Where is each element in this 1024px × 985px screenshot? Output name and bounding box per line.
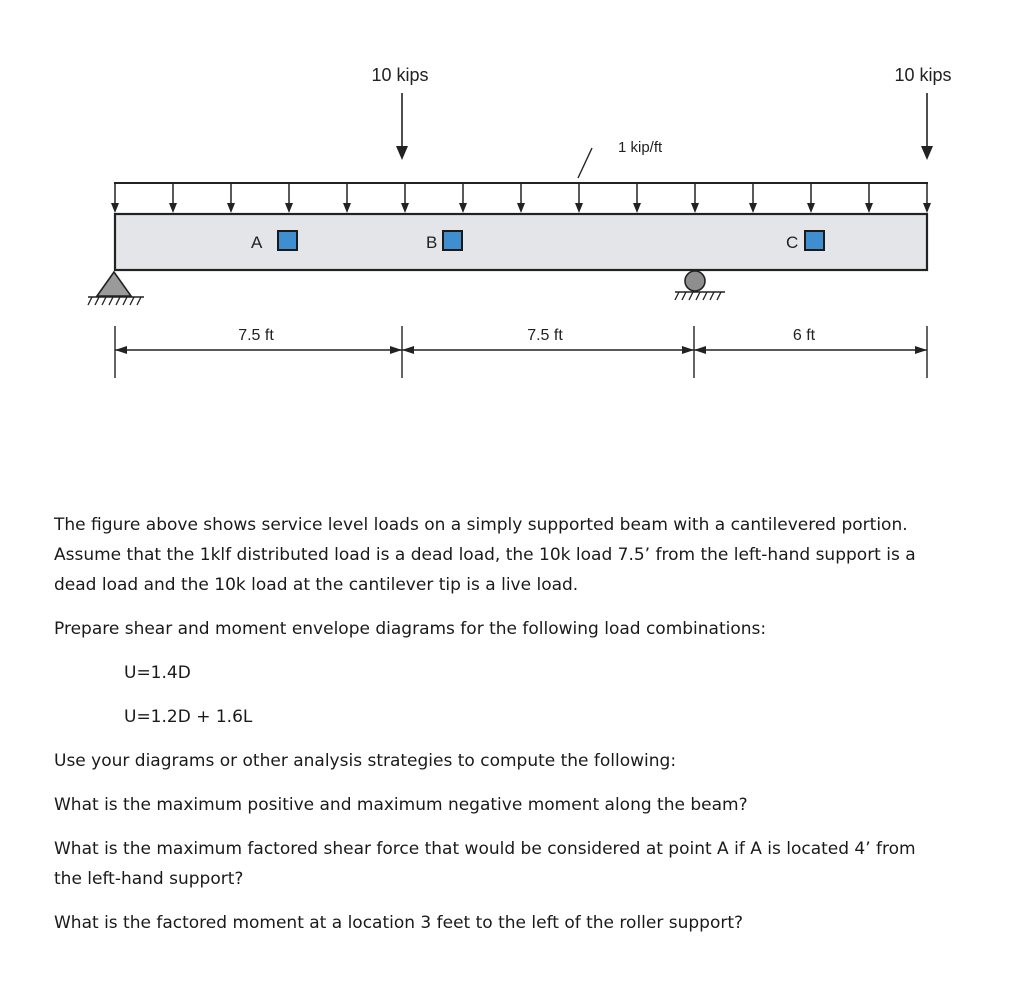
distributed-load-arrow bbox=[691, 183, 699, 213]
load-combination-1: U=1.4D bbox=[124, 663, 191, 683]
distributed-load-arrow bbox=[865, 183, 873, 213]
distributed-load-label: 1 kip/ft bbox=[618, 139, 663, 156]
prepare-instruction: Prepare shear and moment envelope diagrams for the following load combinations: bbox=[54, 619, 767, 639]
question-3: What is the factored moment at a location 3 feet to the left of the roller support? bbox=[54, 913, 744, 933]
distributed-load-arrow bbox=[343, 183, 351, 213]
point-c-marker bbox=[805, 231, 824, 250]
distributed-load-arrows bbox=[111, 183, 931, 213]
distributed-load-arrow bbox=[807, 183, 815, 213]
dimension-span-3-label: 6 ft bbox=[792, 327, 816, 344]
question-2-line-2: the left-hand support? bbox=[54, 869, 244, 889]
point-load-tip-arrow bbox=[921, 93, 933, 160]
load-combination-2: U=1.2D + 1.6L bbox=[124, 707, 253, 727]
distributed-load-arrow bbox=[227, 183, 235, 213]
distributed-load-arrow bbox=[575, 183, 583, 213]
distributed-load-arrow bbox=[517, 183, 525, 213]
problem-statement bbox=[54, 510, 984, 938]
distributed-load-arrow bbox=[923, 183, 931, 213]
use-instruction: Use your diagrams or other analysis strategies to compute the following: bbox=[54, 751, 677, 771]
dimension-span-2-label: 7.5 ft bbox=[527, 327, 563, 344]
point-b-marker bbox=[443, 231, 462, 250]
distributed-load-arrow bbox=[285, 183, 293, 213]
question-2-line-1: What is the maximum factored shear force that would be considered at point A if A is located 4’ from bbox=[54, 839, 916, 859]
distributed-load-leader bbox=[578, 148, 592, 178]
point-load-tip-label: 10 kips bbox=[894, 65, 952, 85]
roller-support bbox=[675, 271, 725, 300]
question-1: What is the maximum positive and maximum negative moment along the beam? bbox=[54, 795, 748, 815]
distributed-load-arrow bbox=[633, 183, 641, 213]
distributed-load-arrow bbox=[749, 183, 757, 213]
intro-line-1: The figure above shows service level loads on a simply supported beam with a cantilevered portion. bbox=[54, 515, 908, 535]
pin-support bbox=[88, 272, 144, 305]
intro-line-2: Assume that the 1klf distributed load is a dead load, the 10k load 7.5’ from the left-hand support is a bbox=[54, 545, 916, 565]
point-a-label: A bbox=[251, 233, 263, 252]
distributed-load-arrow bbox=[401, 183, 409, 213]
point-b-label: B bbox=[426, 233, 438, 252]
distributed-load-arrow bbox=[459, 183, 467, 213]
dimension-span-1-label: 7.5 ft bbox=[238, 327, 274, 344]
point-load-b-label: 10 kips bbox=[371, 65, 429, 85]
beam-figure bbox=[0, 0, 1024, 420]
point-a-marker bbox=[278, 231, 297, 250]
intro-line-3: dead load and the 10k load at the cantilever tip is a live load. bbox=[54, 575, 579, 595]
point-c-label: C bbox=[786, 233, 799, 252]
point-load-b-arrow bbox=[396, 93, 408, 160]
distributed-load-arrow bbox=[111, 183, 119, 213]
distributed-load-arrow bbox=[169, 183, 177, 213]
